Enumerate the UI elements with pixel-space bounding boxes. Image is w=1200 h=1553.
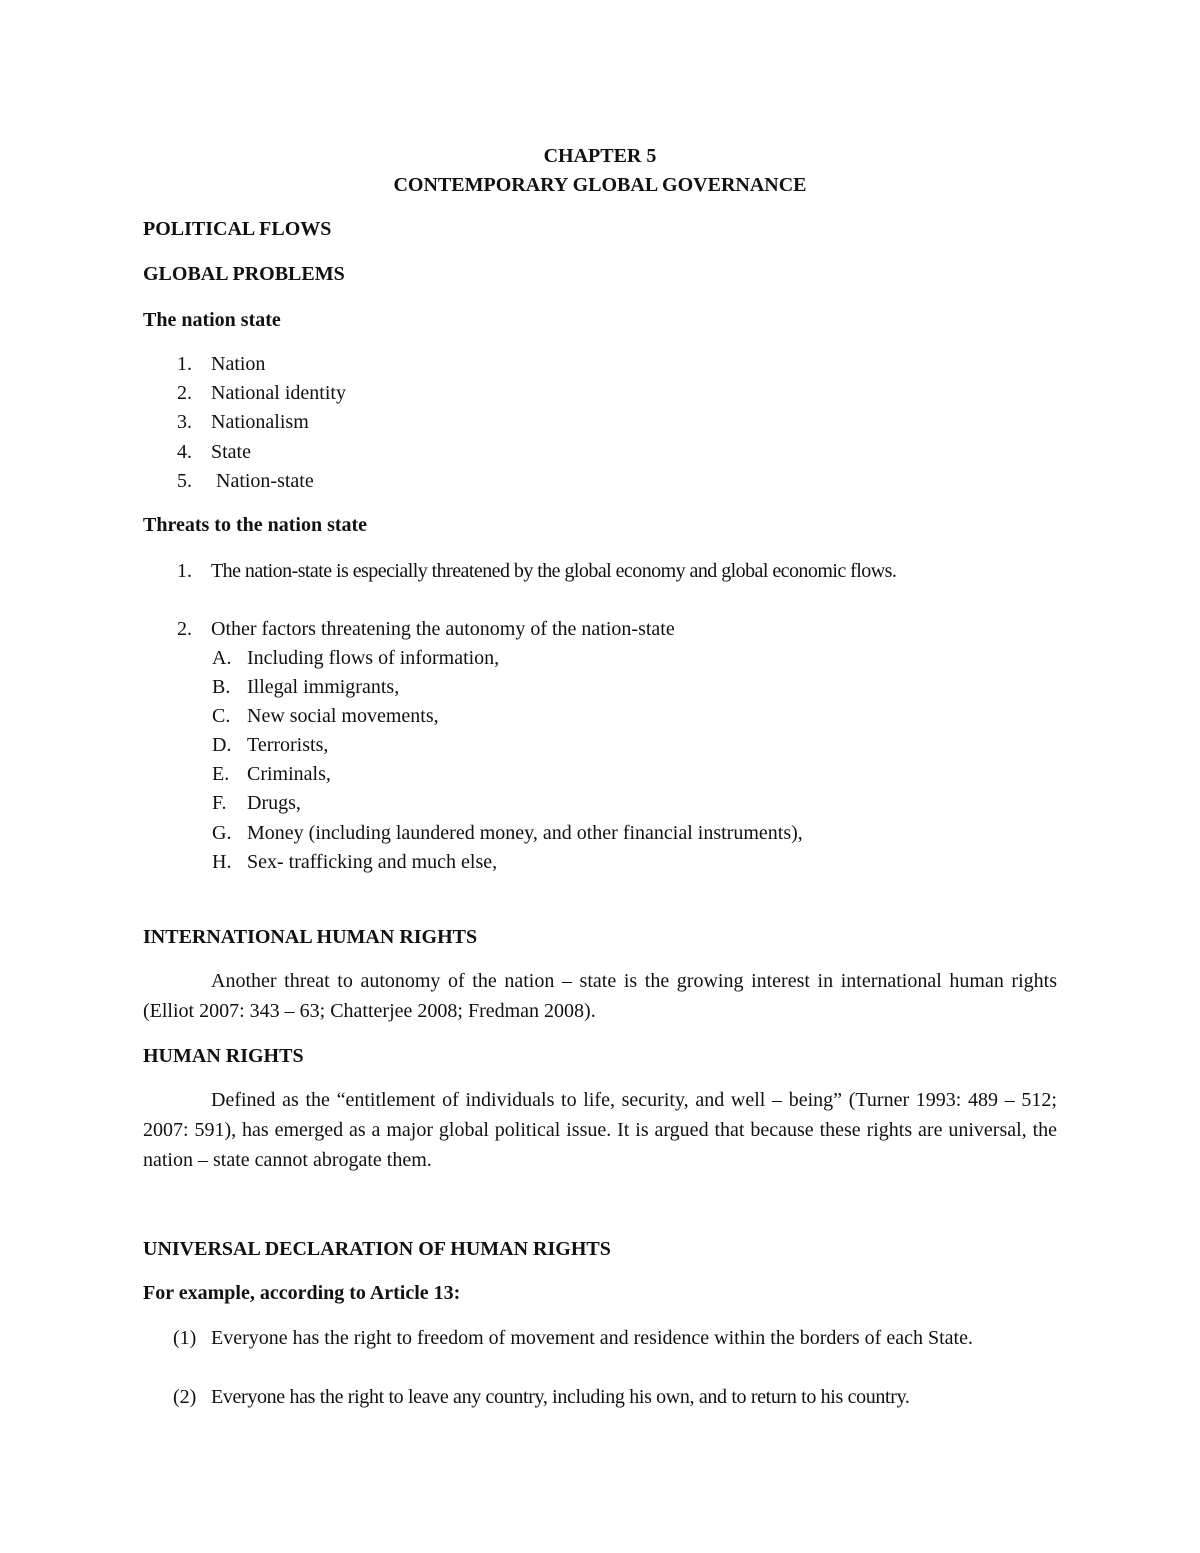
list-item-text: Money (including laundered money, and other financial instruments),	[247, 822, 803, 844]
list-marker: 3.	[177, 411, 192, 433]
list-marker: 1.	[177, 353, 192, 375]
heading-political-flows: POLITICAL FLOWS	[143, 218, 332, 240]
list-marker: B.	[212, 676, 231, 698]
list-marker: G.	[212, 822, 232, 844]
list-item-text: Sex- trafficking and much else,	[247, 851, 498, 873]
heading-threats: Threats to the nation state	[143, 514, 368, 536]
heading-human-rights: HUMAN RIGHTS	[143, 1045, 304, 1067]
list-marker: (1)	[173, 1327, 197, 1349]
list-marker: E.	[212, 763, 230, 785]
list-item-text: Other factors threatening the autonomy of the nation-state	[211, 618, 675, 640]
subheading-article-13: For example, according to Article 13:	[143, 1282, 461, 1304]
list-item-text: Nationalism	[211, 411, 309, 433]
list-item-text: Everyone has the right to leave any country, including his own, and to return to his country.	[211, 1386, 910, 1408]
chapter-number: CHAPTER 5	[543, 145, 657, 167]
list-item-text: New social movements,	[247, 705, 439, 727]
list-item-text: Nation	[211, 353, 266, 375]
list-marker: D.	[212, 734, 232, 756]
paragraph-human-rights: Defined as the “entitlement of individuals to life, security, and well – being” (Turner 1993: 489 – 512; 2007: 591), has emerged as a major global political issue. It is argued that because these rights are universal, the nation – state cannot abrogate them.	[143, 1089, 1057, 1171]
list-item-text: Including flows of information,	[247, 647, 500, 669]
list-marker: 2.	[177, 618, 192, 640]
list-marker: 1.	[177, 560, 192, 582]
list-marker: 5.	[177, 470, 192, 492]
list-item-text: National identity	[211, 382, 346, 404]
heading-global-problems: GLOBAL PROBLEMS	[143, 263, 345, 285]
list-item-text: Nation-state	[211, 470, 314, 492]
list-item-text: Everyone has the right to freedom of movement and residence within the borders of each State.	[211, 1327, 973, 1349]
list-item-text: State	[211, 441, 251, 463]
heading-international-human-rights: INTERNATIONAL HUMAN RIGHTS	[143, 926, 478, 948]
list-marker: F.	[212, 792, 227, 814]
list-marker: 2.	[177, 382, 192, 404]
list-item-text: Criminals,	[247, 763, 331, 785]
list-marker: 4.	[177, 441, 192, 463]
list-item-text: Drugs,	[247, 792, 301, 814]
paragraph-international-human-rights: Another threat to autonomy of the nation – state is the growing interest in international human rights (Elliot 2007: 343 – 63; Chatterjee 2008; Fredman 2008).	[143, 970, 1057, 1022]
list-item-text: Illegal immigrants,	[247, 676, 400, 698]
heading-udhr: UNIVERSAL DECLARATION OF HUMAN RIGHTS	[143, 1238, 611, 1260]
list-marker: (2)	[173, 1386, 197, 1408]
list-marker: C.	[212, 705, 231, 727]
list-marker: A.	[212, 647, 232, 669]
list-marker: H.	[212, 851, 232, 873]
chapter-title: CONTEMPORARY GLOBAL GOVERNANCE	[393, 174, 807, 196]
heading-nation-state: The nation state	[143, 309, 281, 331]
list-item-text: The nation-state is especially threatened by the global economy and global economic flows.	[211, 560, 897, 582]
list-item-text: Terrorists,	[247, 734, 329, 756]
